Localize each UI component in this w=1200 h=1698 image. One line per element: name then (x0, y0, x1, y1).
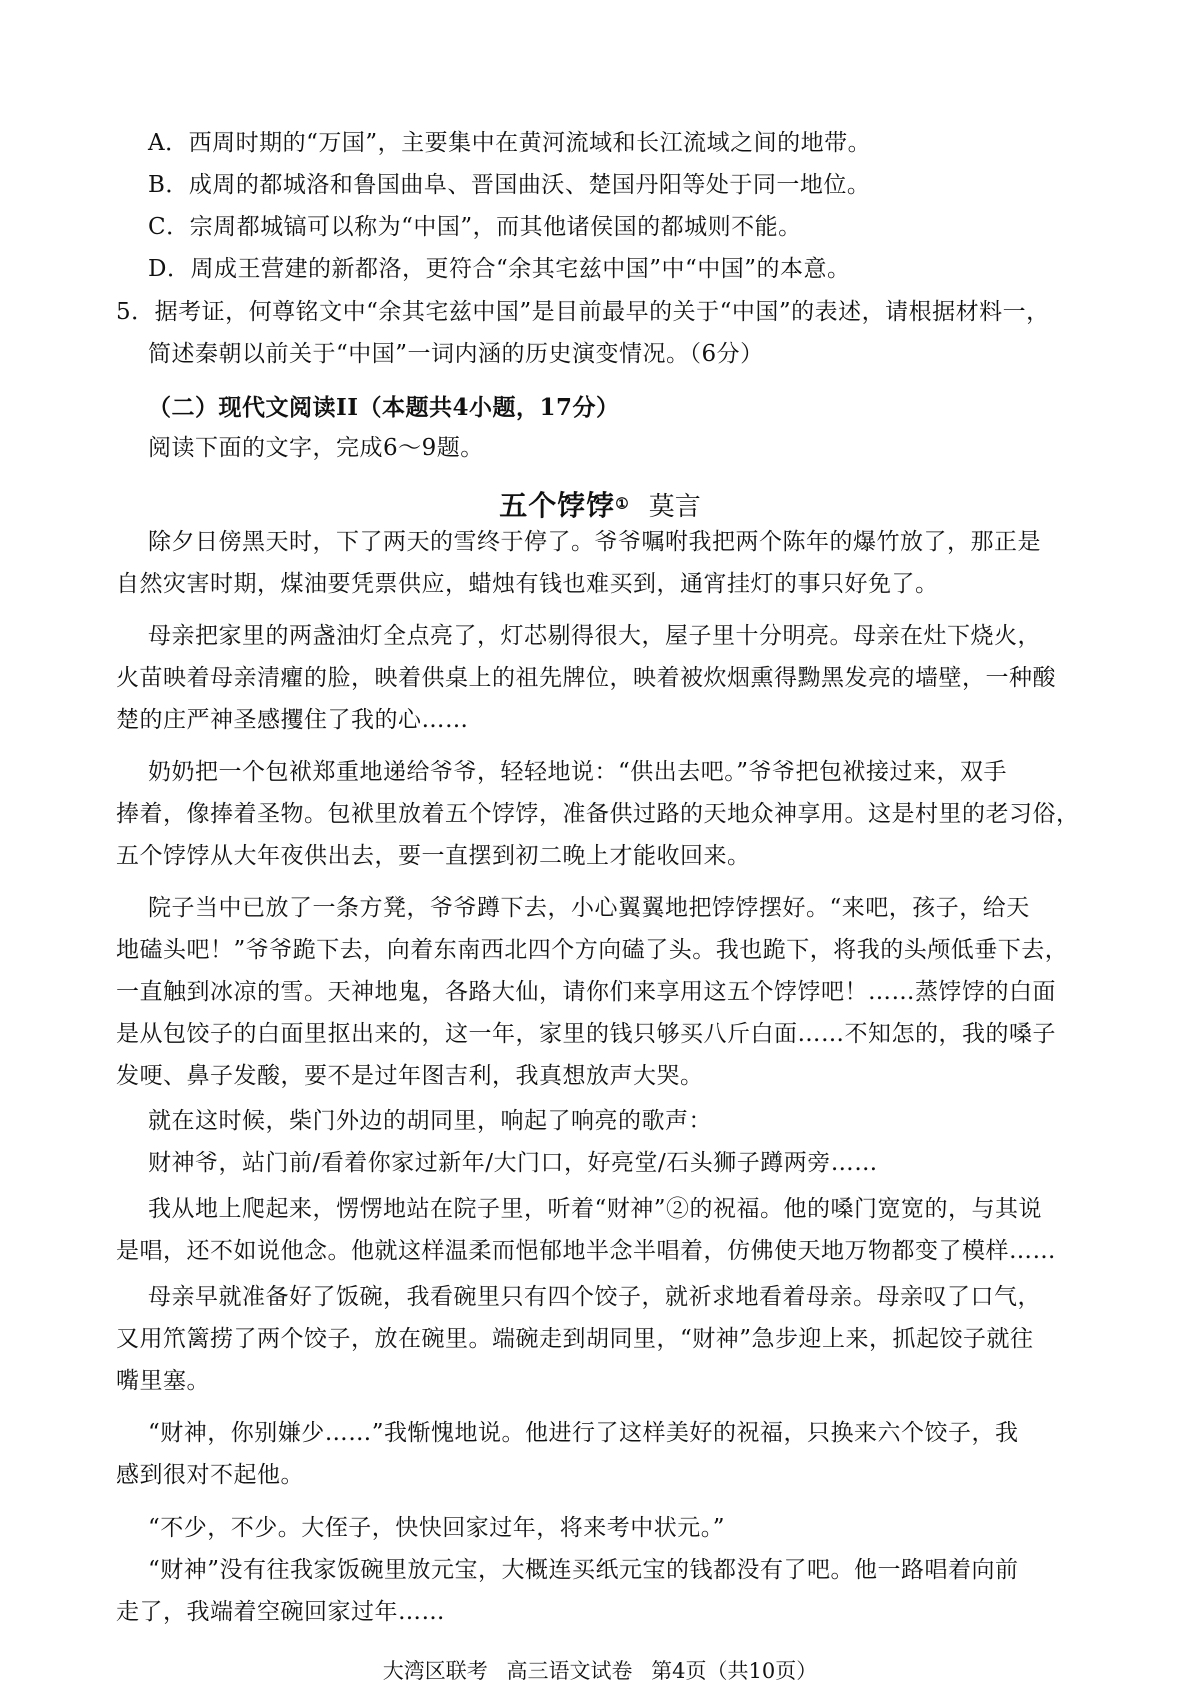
article-line: 是从包饺子的白面里抠出来的，这一年，家里的钱只够买八斤白面……不知怎的，我的嗓子 (116, 1021, 1056, 1047)
article-line: 母亲把家里的两盏油灯全点亮了，灯芯剔得很大，屋子里十分明亮。母亲在灶下烧火， (148, 623, 1041, 649)
article-line: 地磕头吧！”爷爷跪下去，向着东南西北四个方向磕了头。我也跪下，将我的头颅低垂下去， (116, 937, 1069, 963)
article-line: 捧着，像捧着圣物。包袱里放着五个饽饽，准备供过路的天地众神享用。这是村里的老习俗， (116, 801, 1080, 827)
option-b: B．成周的都城洛和鲁国曲阜、晋国曲沃、楚国丹阳等处于同一地位。 (148, 172, 871, 198)
article-line: “不少，不少。大侄子，快快回家过年，将来考中状元。” (148, 1515, 726, 1541)
question-5-line-1: 5．据考证，何尊铭文中“余其宅兹中国”是目前最早的关于“中国”的表述，请根据材料一， (116, 299, 1050, 325)
article-line: 一直触到冰凉的雪。天神地鬼，各路大仙，请你们来享用这五个饽饽吧！……蒸饽饽的白面 (116, 979, 1056, 1005)
article-line: 院子当中已放了一条方凳，爷爷蹲下去，小心翼翼地把饽饽摆好。“来吧，孩子，给天 (148, 895, 1030, 921)
article-line: 五个饽饽从大年夜供出去，要一直摆到初二晚上才能收回来。 (116, 843, 751, 869)
article-line: “财神”没有往我家饭碗里放元宝，大概连买纸元宝的钱都没有了吧。他一路唱着向前 (148, 1557, 1019, 1583)
question-5-line-2: 简述秦朝以前关于“中国”一词内涵的历史演变情况。（6分） (148, 341, 764, 367)
article-line: 除夕日傍黑天时，下了两天的雪终于停了。爷爷嘱咐我把两个陈年的爆竹放了，那正是 (148, 529, 1041, 555)
article-title-text: 五个饽饽 (499, 489, 616, 522)
article-line: 火苗映着母亲清癯的脸，映着供桌上的祖先牌位，映着被炊烟熏得黝黑发亮的墙壁，一种酸 (116, 665, 1056, 691)
article-line: 发哽、鼻子发酸，要不是过年图吉利，我真想放声大哭。 (116, 1063, 704, 1089)
option-a: A．西周时期的“万国”，主要集中在黄河流域和长江流域之间的地带。 (148, 130, 872, 156)
article-line: 自然灾害时期，煤油要凭票供应，蜡烛有钱也难买到，通宵挂灯的事只好免了。 (116, 571, 939, 597)
article-line: 奶奶把一个包袱郑重地递给爷爷，轻轻地说：“供出去吧。”爷爷把包袱接过来，双手 (148, 759, 1008, 785)
article-line: 我从地上爬起来，愣愣地站在院子里，听着“财神”②的祝福。他的嗓门宽宽的，与其说 (148, 1196, 1043, 1222)
footnote-mark: ① (615, 494, 629, 513)
page-footer (0, 1655, 1200, 1685)
footer-page: 第4页（共10页） (651, 1659, 818, 1683)
article-line: 是唱，还不如说他念。他就这样温柔而悒郁地半念半唱着，仿佛使天地万物都变了模样…… (116, 1238, 1056, 1264)
article-author: 莫言 (648, 492, 701, 522)
article-line: 嘴里塞。 (116, 1368, 210, 1394)
article-line: 又用笊篱捞了两个饺子，放在碗里。端碗走到胡同里，“财神”急步迎上来，抓起饺子就往 (116, 1326, 1034, 1352)
section-instruction: 阅读下面的文字，完成6～9题。 (148, 435, 484, 461)
article-title (0, 484, 1200, 524)
option-d: D．周成王营建的新都洛，更符合“余其宅兹中国”中“中国”的本意。 (148, 256, 851, 282)
article-line: 感到很对不起他。 (116, 1462, 304, 1488)
footer-subject: 高三语文试卷 (506, 1659, 633, 1683)
article-line: 就在这时候，柴门外边的胡同里，响起了响亮的歌声： (148, 1108, 712, 1134)
article-line: “财神，你别嫌少……”我惭愧地说。他进行了这样美好的祝福，只换来六个饺子，我 (148, 1420, 1019, 1446)
article-line: 财神爷，站门前/看着你家过新年/大门口，好亮堂/石头狮子蹲两旁…… (148, 1150, 878, 1176)
article-line: 楚的庄严神圣感攫住了我的心…… (116, 707, 469, 733)
footer-exam: 大湾区联考 (382, 1659, 488, 1683)
article-line: 走了，我端着空碗回家过年…… (116, 1599, 445, 1625)
option-c: C．宗周都城镐可以称为“中国”，而其他诸侯国的都城则不能。 (148, 214, 802, 240)
section-heading: （二）现代文阅读II（本题共4小题，17分） (148, 394, 620, 421)
article-line: 母亲早就准备好了饭碗，我看碗里只有四个饺子，就祈求地看着母亲。母亲叹了口气， (148, 1284, 1041, 1310)
